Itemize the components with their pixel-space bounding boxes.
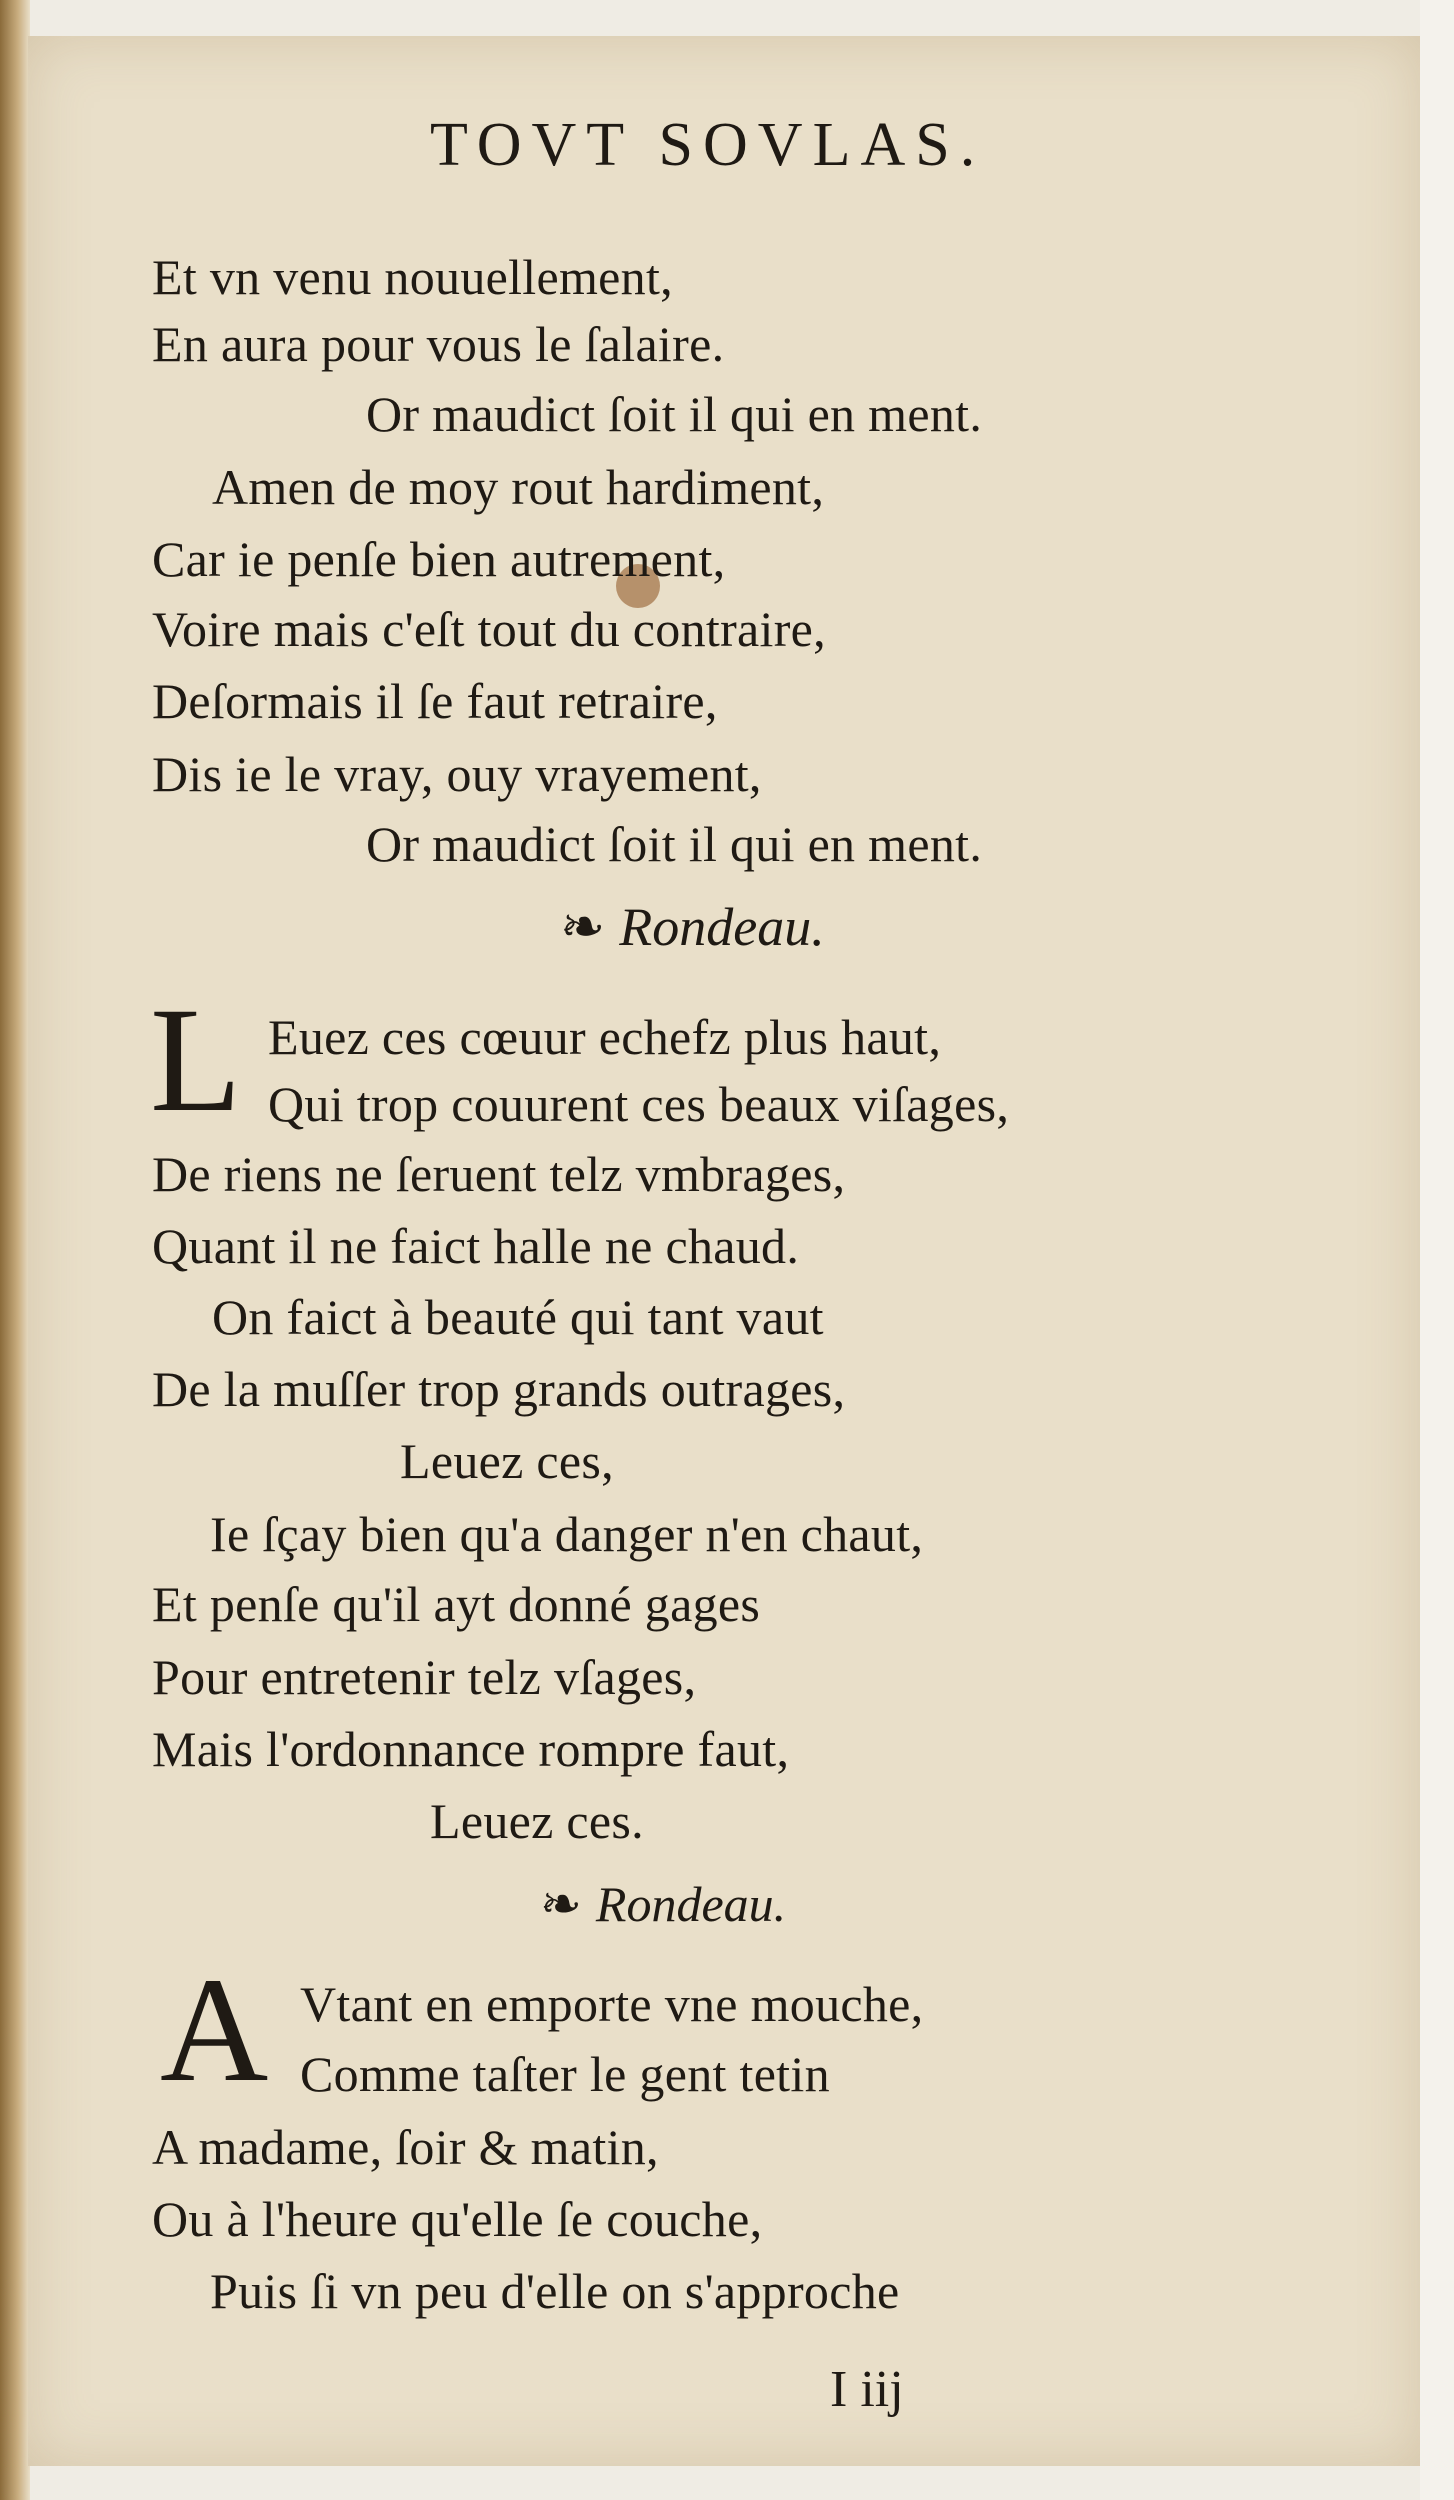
fleuron-icon: ❧ — [540, 1876, 582, 1932]
verse-line: Car ie penſe bien autrement, — [152, 531, 726, 587]
heading-text: Rondeau. — [619, 897, 825, 957]
verse-line: Ou à l'heure qu'elle ſe couche, — [152, 2191, 763, 2247]
verse-line: Mais l'ordonnance rompre faut, — [152, 1721, 790, 1777]
verse-line: De la muſſer trop grands outrages, — [152, 1361, 846, 1417]
page-edge — [1420, 0, 1454, 2500]
section-heading — [560, 895, 825, 958]
verse-line: Pour entretenir telz vſages, — [152, 1649, 697, 1705]
verse-line: Leuez ces, — [400, 1433, 614, 1489]
running-title: TOVT SOVLAS. — [430, 111, 986, 179]
book-spine — [0, 0, 30, 2500]
verse-line: Leuez ces. — [430, 1793, 644, 1849]
verse-line: Et vn venu nouuellement, — [152, 249, 673, 305]
verse-line: A madame, ſoir & matin, — [152, 2119, 659, 2175]
verse-line: Vtant en emporte vne mouche, — [300, 1976, 924, 2032]
verse-line: Ie ſçay bien qu'a danger n'en chaut, — [210, 1506, 924, 1562]
verse-line: De riens ne ſeruent telz vmbrages, — [152, 1146, 846, 1202]
verse-line: Dis ie le vray, ouy vrayement, — [152, 746, 762, 802]
verse-line: Quant il ne faict halle ne chaud. — [152, 1218, 800, 1274]
heading-text: Rondeau. — [595, 1876, 787, 1932]
verse-line: Deſormais il ſe faut retraire, — [152, 673, 718, 729]
verse-line: Comme taſter le gent tetin — [300, 2046, 830, 2102]
verse-line: Puis ſi vn peu d'elle on s'approche — [210, 2263, 900, 2319]
section-heading — [540, 1875, 786, 1933]
verse-line: On faict à beauté qui tant vaut — [212, 1289, 824, 1345]
verse-line: Euez ces cœuur echefz plus haut, — [268, 1009, 942, 1065]
verse-line: En aura pour vous le ſalaire. — [152, 316, 725, 372]
signature-mark: I iij — [830, 2361, 904, 2418]
verse-line: Or maudict ſoit il qui en ment. — [366, 816, 983, 872]
verse-line: Or maudict ſoit il qui en ment. — [366, 386, 983, 442]
verse-line: Amen de moy rout hardiment, — [212, 459, 825, 515]
fleuron-icon: ❧ — [560, 897, 606, 957]
verse-line: Et penſe qu'il ayt donné gages — [152, 1576, 761, 1632]
verse-line: Voire mais c'eſt tout du contraire, — [152, 601, 826, 657]
verse-line: Qui trop couurent ces beaux viſages, — [268, 1076, 1010, 1132]
drop-cap: A — [160, 1947, 269, 2113]
drop-cap: L — [150, 977, 242, 1143]
